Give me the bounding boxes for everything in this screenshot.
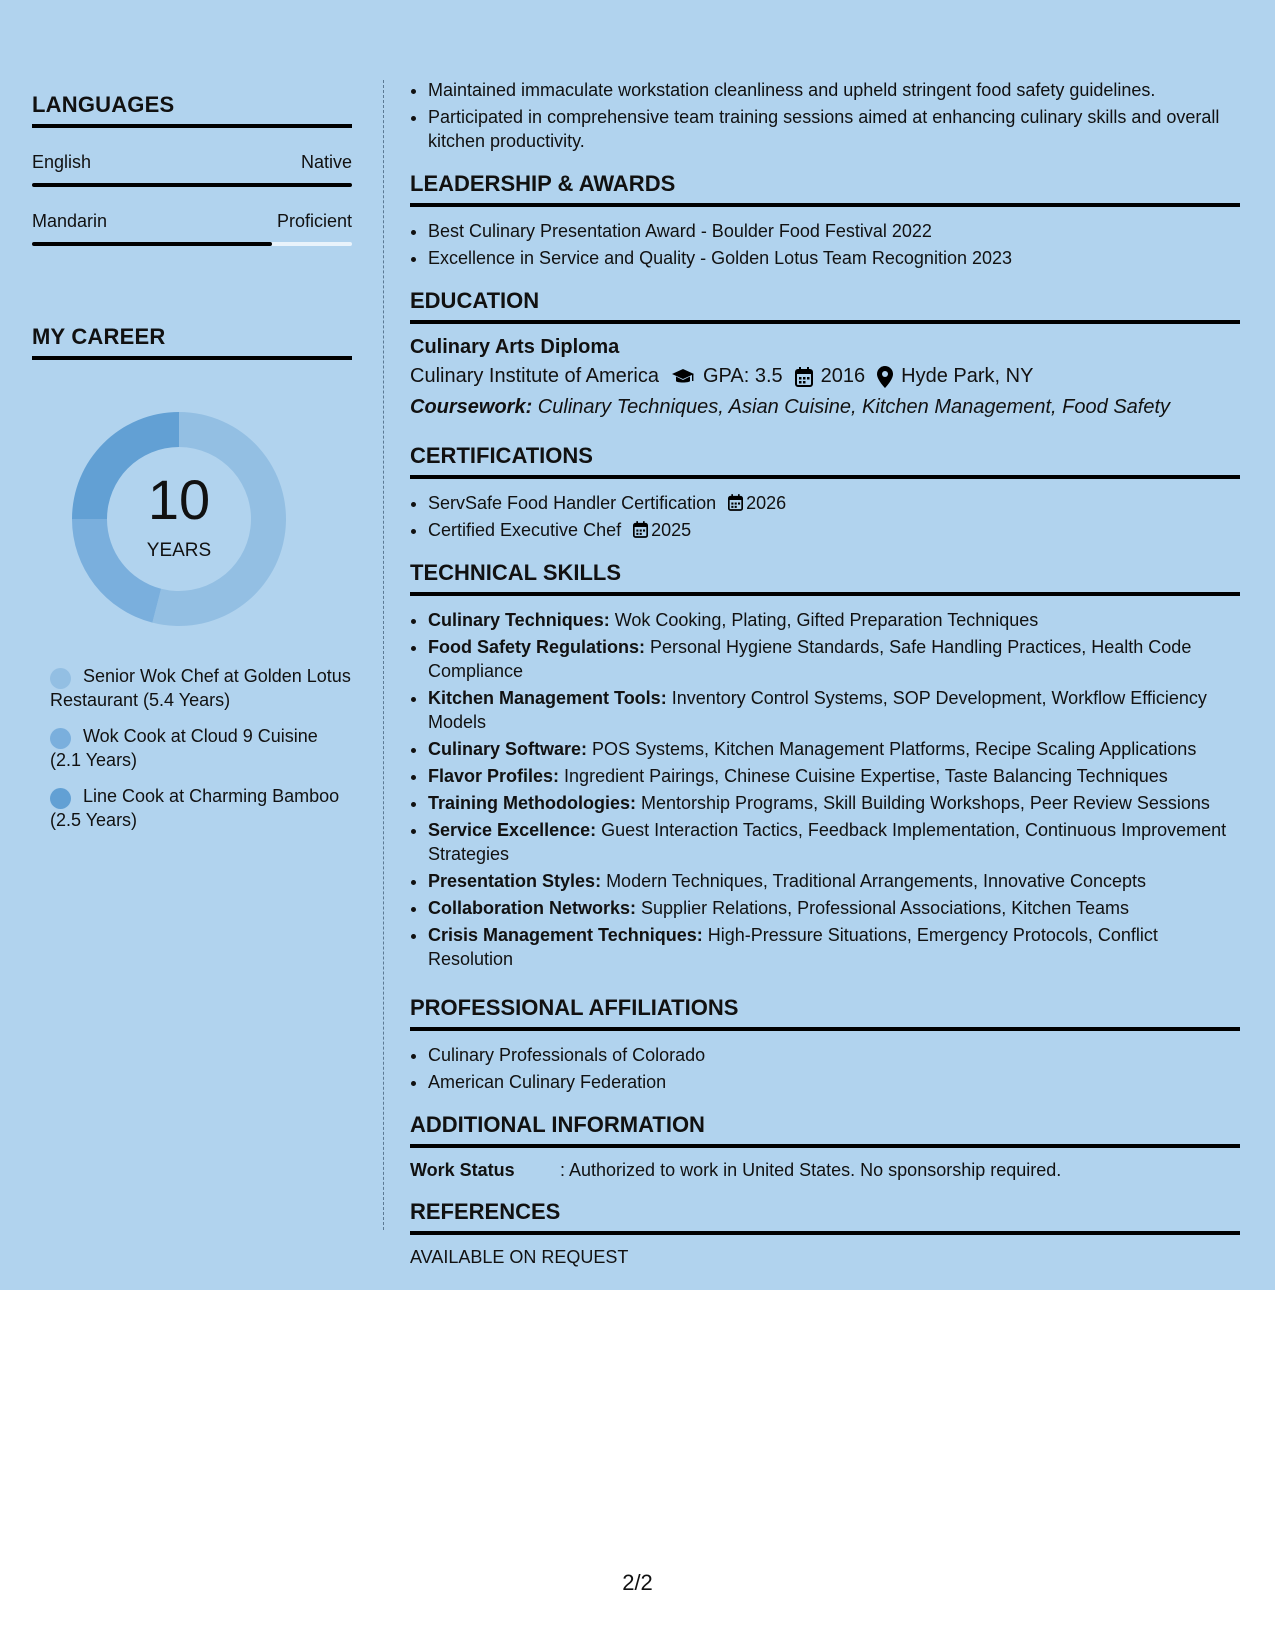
work-status-row: [410, 1160, 1240, 1181]
language-item: [32, 211, 352, 246]
right-column: [410, 78, 1240, 1268]
career-donut-chart: [64, 404, 294, 634]
language-proficiency-bar: [32, 242, 352, 246]
affiliations-heading: PROFESSIONAL AFFILIATIONS: [410, 995, 1240, 1031]
career-legend-item: [50, 784, 352, 832]
skill-label: Service Excellence:: [428, 820, 597, 840]
skill-label: Culinary Software:: [428, 739, 588, 759]
skill-label: Kitchen Management Tools:: [428, 688, 667, 708]
skill-item: [428, 791, 1240, 815]
skill-label: Flavor Profiles:: [428, 766, 560, 786]
skill-item: [428, 737, 1240, 761]
skill-text: Guest Interaction Tactics, Feedback Implementation, Continuous Improvement Strategies: [428, 820, 1227, 864]
page-number: 2/2: [622, 1570, 653, 1595]
language-proficiency-fill: [32, 183, 352, 187]
left-column: [32, 92, 352, 844]
certifications-list: [410, 491, 1240, 542]
affiliation-item: • Culinary Professionals of Colorado: [428, 1043, 1240, 1067]
skill-text: Modern Techniques, Traditional Arrangements, Innovative Concepts: [601, 871, 1147, 891]
career-legend-item: [50, 724, 352, 772]
awards-heading: LEADERSHIP & AWARDS: [410, 171, 1240, 207]
skill-label: Presentation Styles:: [428, 871, 602, 891]
column-divider: [383, 80, 384, 1230]
affiliations-list: [410, 1043, 1240, 1094]
skill-item: [428, 764, 1240, 788]
legend-dot-icon: [50, 728, 71, 749]
career-legend: [32, 664, 352, 832]
experience-bullet: • Participated in comprehensive team training sessions aimed at enhancing culinary skills and overall kitchen productivity.: [428, 105, 1240, 153]
certifications-heading: CERTIFICATIONS: [410, 443, 1240, 479]
skill-label: Food Safety Regulations:: [428, 637, 646, 657]
coursework-label: Coursework:: [410, 396, 533, 418]
skill-text: POS Systems, Kitchen Management Platforms, Recipe Scaling Applications: [587, 739, 1197, 759]
calendar-icon: [728, 494, 743, 511]
language-name: Mandarin: [32, 211, 108, 231]
education-coursework: [410, 396, 1240, 419]
skill-text: Personal Hygiene Standards, Safe Handling Practices, Health Code Compliance: [428, 637, 1192, 681]
career-legend-text: Senior Wok Chef at Golden Lotus Restaurant (5.4 Years): [50, 666, 351, 710]
calendar-icon: [633, 521, 648, 538]
graduation-cap-icon: [671, 368, 695, 386]
language-level: Native: [300, 152, 352, 172]
skill-item: [428, 896, 1240, 920]
skill-item: [428, 635, 1240, 683]
skill-text: Inventory Control Systems, SOP Development, Workflow Efficiency Models: [428, 688, 1207, 732]
legend-dot-icon: [50, 668, 71, 689]
work-status-label: Work Status: [410, 1160, 515, 1180]
skill-item: [428, 923, 1240, 971]
experience-bullets: [410, 78, 1240, 153]
skill-text: Mentorship Programs, Skill Building Workshops, Peer Review Sessions: [636, 793, 1210, 813]
certification-year: 2026: [746, 493, 787, 513]
skill-label: Training Methodologies:: [428, 793, 636, 813]
awards-list: [410, 219, 1240, 270]
certification-name: ServSafe Food Handler Certification: [428, 493, 717, 513]
experience-bullet: • Maintained immaculate workstation cleanliness and upheld stringent food safety guidelines.: [428, 78, 1240, 102]
skill-label: Culinary Techniques:: [428, 610, 610, 630]
education-school: Culinary Institute of America: [410, 365, 659, 387]
language-proficiency-fill: [32, 242, 272, 246]
languages-heading: LANGUAGES: [32, 92, 352, 128]
affiliation-item: • American Culinary Federation: [428, 1070, 1240, 1094]
certification-year: 2025: [651, 520, 692, 540]
language-level: Proficient: [276, 211, 352, 231]
references-heading: REFERENCES: [410, 1199, 1240, 1235]
legend-dot-icon: [50, 788, 71, 809]
skill-item: [428, 608, 1240, 632]
skill-label: Crisis Management Techniques:: [428, 925, 703, 945]
education-heading: EDUCATION: [410, 288, 1240, 324]
calendar-icon: [795, 367, 813, 387]
language-proficiency-bar: [32, 183, 352, 187]
language-name: English: [32, 152, 92, 172]
skill-label: Collaboration Networks:: [428, 898, 637, 918]
work-status-value: : Authorized to work in United States. No sponsorship required.: [560, 1160, 1062, 1180]
skills-heading: TECHNICAL SKILLS: [410, 560, 1240, 596]
certification-item: [428, 518, 1240, 542]
career-total-years: 10: [147, 468, 211, 531]
education-details: [410, 365, 1240, 388]
skills-list: [410, 608, 1240, 971]
skill-text: Wok Cooking, Plating, Gifted Preparation Techniques: [609, 610, 1039, 630]
skill-text: High-Pressure Situations, Emergency Protocols, Conflict Resolution: [428, 925, 1158, 969]
certification-name: Certified Executive Chef: [428, 520, 622, 540]
certification-item: [428, 491, 1240, 515]
additional-info-heading: ADDITIONAL INFORMATION: [410, 1112, 1240, 1148]
skill-text: Ingredient Pairings, Chinese Cuisine Expertise, Taste Balancing Techniques: [559, 766, 1168, 786]
references-text: AVAILABLE ON REQUEST: [410, 1247, 629, 1267]
award-item: • Excellence in Service and Quality - Golden Lotus Team Recognition 2023: [428, 246, 1240, 270]
career-legend-text: Line Cook at Charming Bamboo (2.5 Years): [50, 786, 340, 830]
map-pin-icon: [877, 366, 893, 388]
education-gpa: GPA: 3.5: [703, 365, 783, 387]
career-heading: MY CAREER: [32, 324, 352, 360]
career-legend-item: [50, 664, 352, 712]
career-legend-text: Wok Cook at Cloud 9 Cuisine (2.1 Years): [50, 726, 318, 770]
language-item: [32, 152, 352, 187]
award-item: • Best Culinary Presentation Award - Boulder Food Festival 2022: [428, 219, 1240, 243]
education-location: Hyde Park, NY: [901, 365, 1034, 387]
coursework-text: Culinary Techniques, Asian Cuisine, Kitchen Management, Food Safety: [532, 396, 1171, 418]
education-degree: Culinary Arts Diploma: [410, 336, 620, 358]
skill-text: Supplier Relations, Professional Associations, Kitchen Teams: [636, 898, 1129, 918]
skill-item: [428, 869, 1240, 893]
skill-item: [428, 818, 1240, 866]
education-year: 2016: [820, 365, 866, 387]
skill-item: [428, 686, 1240, 734]
career-total-unit: YEARS: [146, 540, 212, 561]
